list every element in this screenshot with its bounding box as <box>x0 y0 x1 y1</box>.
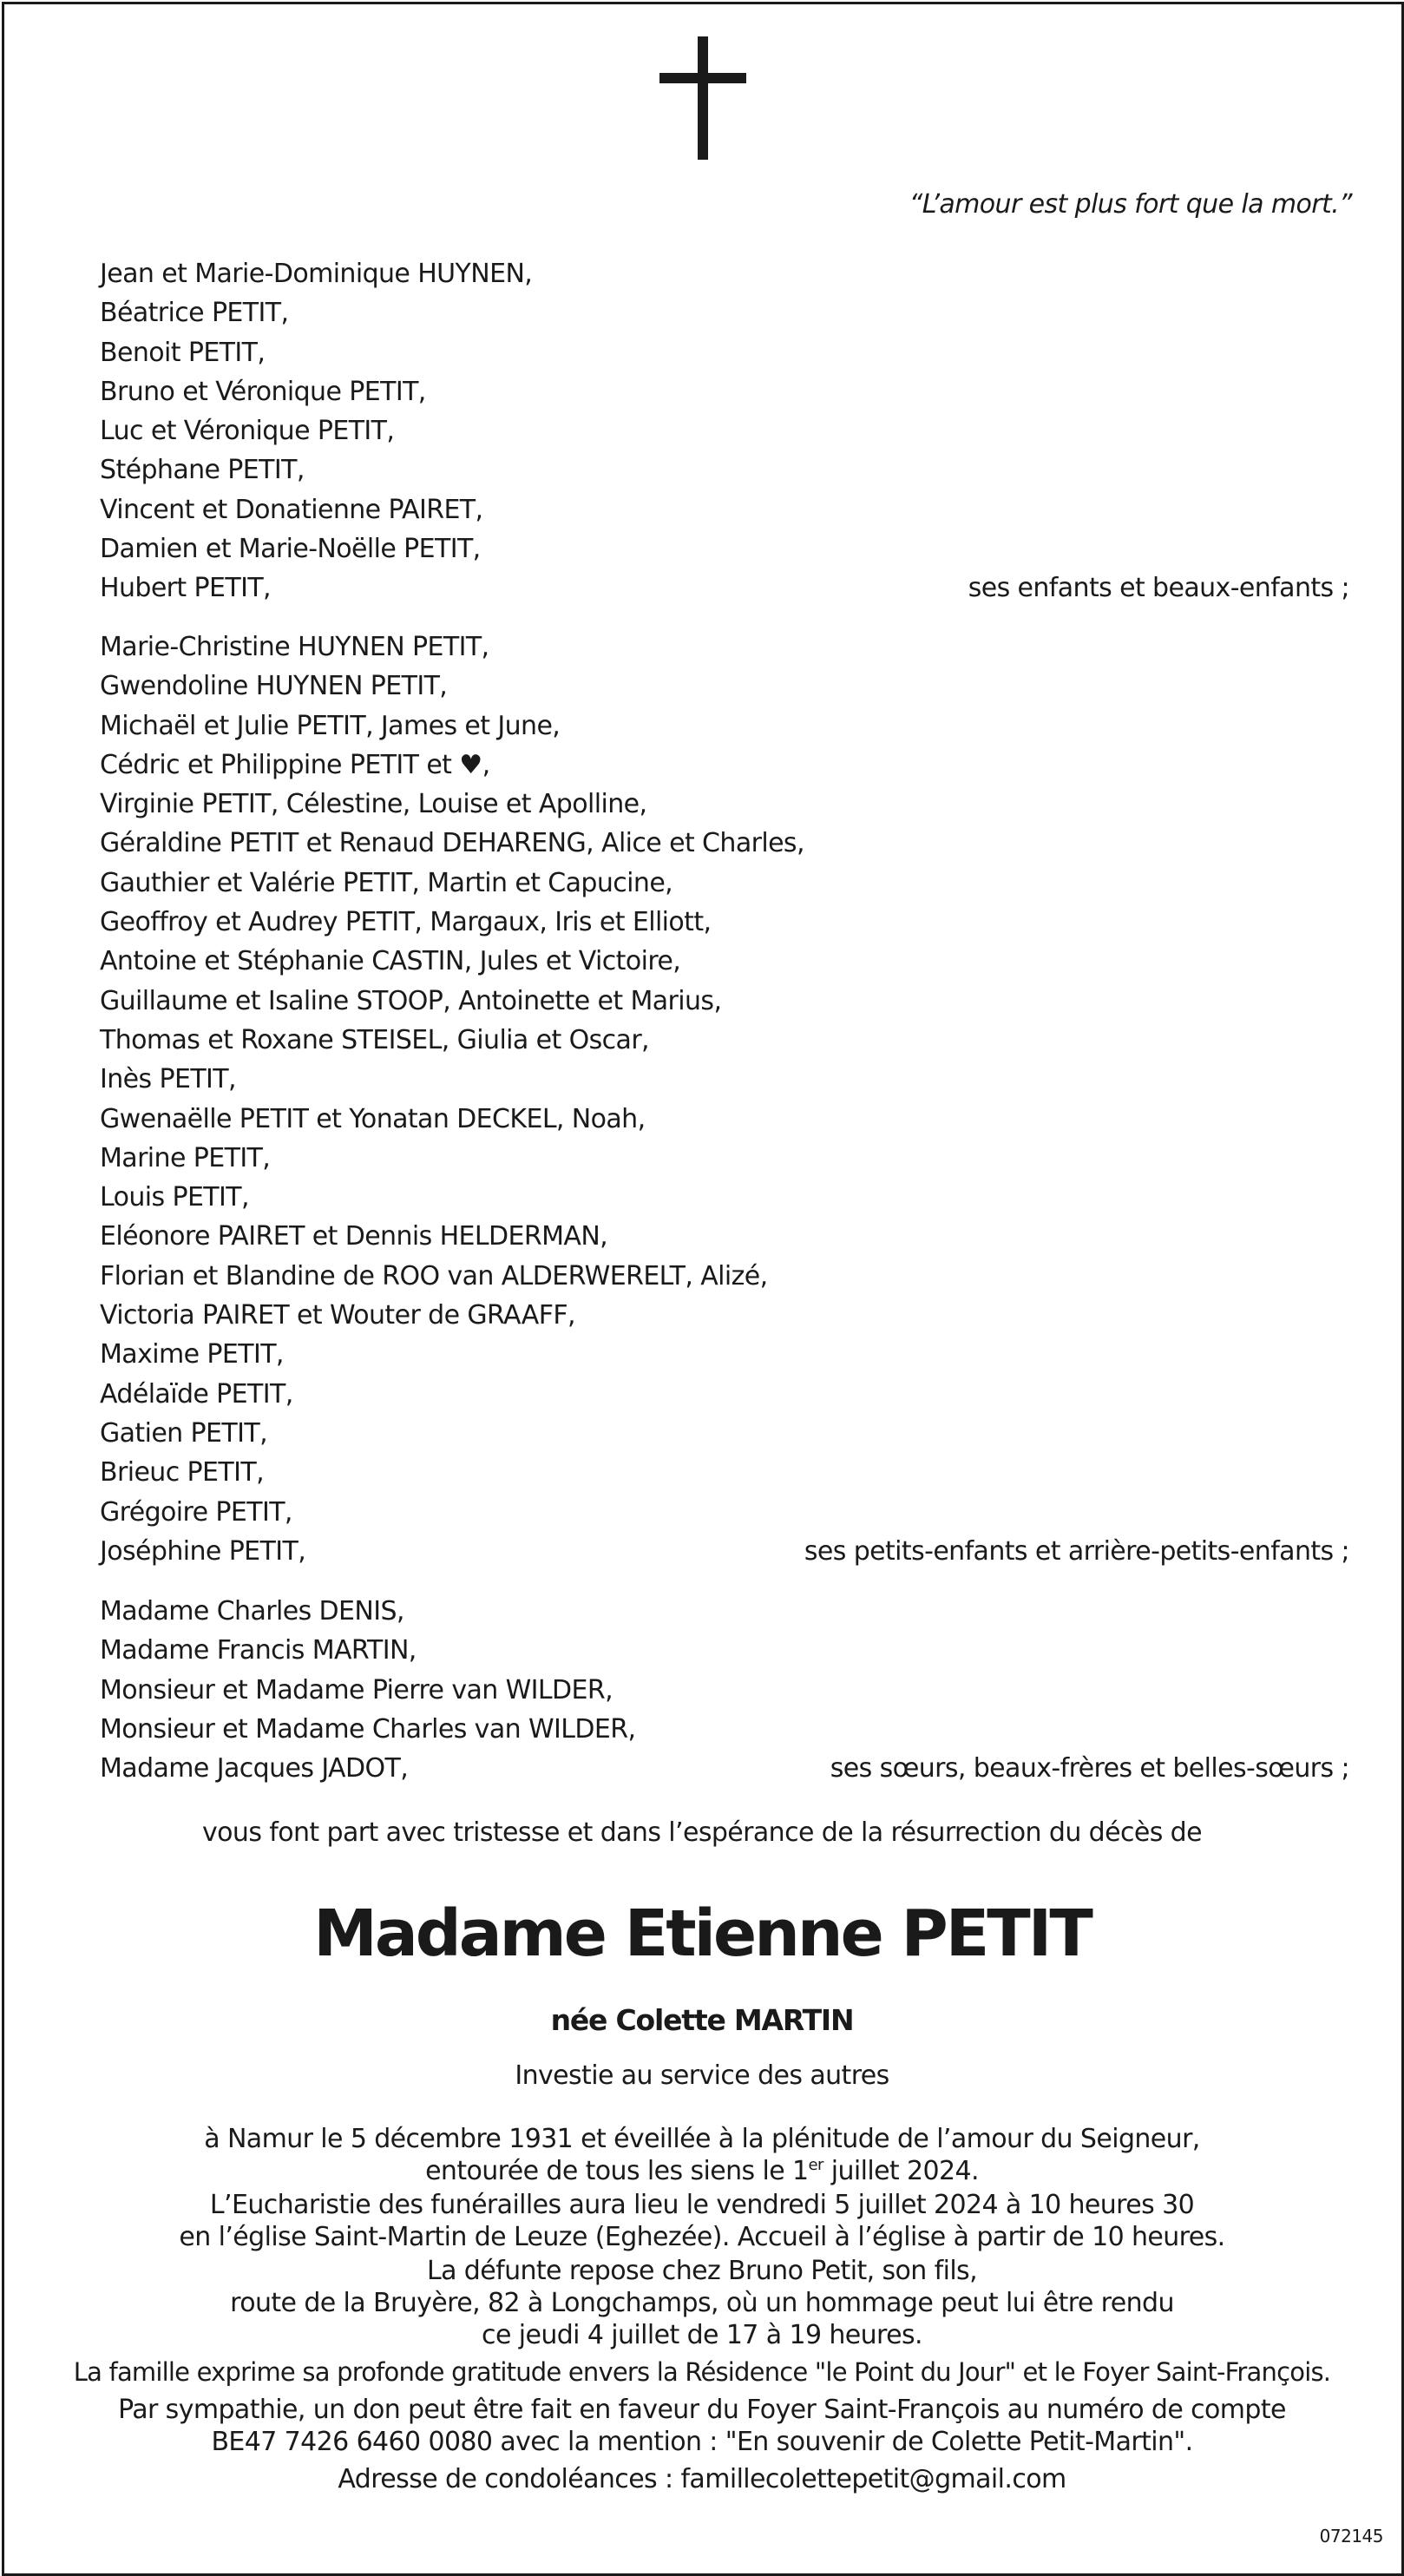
relation-label: ses sœurs, beaux-frères et belles-sœurs ; <box>830 1753 1349 1784</box>
family-name-row: Florian et Blandine de ROO van ALDERWERELT, Alizé, <box>100 1260 768 1291</box>
family-name-row: Adélaïde PETIT, <box>100 1378 293 1410</box>
family-name-row: Vincent et Donatienne PAIRET, <box>100 494 483 525</box>
deceased-name: Madame Etienne PETIT <box>313 1896 1091 1971</box>
family-name-row: Gauthier et Valérie PETIT, Martin et Capucine, <box>100 867 673 898</box>
reference-number: 072145 <box>1319 2526 1383 2546</box>
family-name-row: Damien et Marie-Noëlle PETIT, <box>100 534 481 565</box>
family-name-row: Monsieur et Madame Charles van WILDER, <box>100 1713 636 1745</box>
rest-line: ce jeudi 4 juillet de 17 à 19 heures. <box>482 2320 922 2350</box>
family-name-row: Monsieur et Madame Pierre van WILDER, <box>100 1674 613 1705</box>
relation-label: ses enfants et beaux-enfants ; <box>968 573 1349 604</box>
family-group-siblings <box>100 1592 1349 1788</box>
family-name-row: Joséphine PETIT, ses petits-enfants et arrière-petits-enfants ; <box>100 1532 1349 1571</box>
family-name-row: Stéphane PETIT, <box>100 455 305 486</box>
family-name-row: Gatien PETIT, <box>100 1417 268 1449</box>
family-name-row: Madame Francis MARTIN, <box>100 1635 417 1666</box>
family-name-row: Cédric et Philippine PETIT et ♥, <box>100 749 490 780</box>
rest-line: La défunte repose chez Bruno Petit, son fils, <box>426 2256 978 2286</box>
maiden-name: née Colette MARTIN <box>550 2003 854 2037</box>
family-name-row: Madame Jacques JADOT, ses sœurs, beaux-frères et belles-sœurs ; <box>100 1749 1349 1788</box>
family-name-row: Géraldine PETIT et Renaud DEHARENG, Alice et Charles, <box>100 828 804 859</box>
family-name-row: Maxime PETIT, <box>100 1339 284 1370</box>
family-name-row: Victoria PAIRET et Wouter de GRAAFF, <box>100 1300 575 1331</box>
family-name-row: Benoit PETIT, <box>100 337 266 368</box>
family-name-row: Guillaume et Isaline STOOP, Antoinette et Marius, <box>100 985 722 1016</box>
family-name-row: Grégoire PETIT, <box>100 1496 292 1528</box>
family-name-row: Madame Charles DENIS, <box>100 1596 404 1626</box>
family-name-row: Gwendoline HUYNEN PETIT, <box>100 671 448 702</box>
family-name-row: Bruno et Véronique PETIT, <box>100 376 426 407</box>
family-name-row: Virginie PETIT, Célestine, Louise et Apolline, <box>100 789 647 820</box>
donation-line: Par sympathie, un don peut être fait en faveur du Foyer Saint-François au numéro de compte <box>118 2395 1286 2425</box>
family-name-row: Jean et Marie-Dominique HUYNEN, <box>100 259 533 289</box>
family-name-row: Michaël et Julie PETIT, James et June, <box>100 710 561 741</box>
announcement-text: vous font part avec tristesse et dans l’espérance de la résurrection du décès de <box>202 1817 1202 1848</box>
family-name-row: Brieuc PETIT, <box>100 1457 265 1488</box>
funeral-details <box>0 2123 1404 2495</box>
family-name-row: Luc et Véronique PETIT, <box>100 416 395 447</box>
family-name-row: Béatrice PETIT, <box>100 298 289 329</box>
funeral-line: L’Eucharistie des funérailles aura lieu le vendredi 5 juillet 2024 à 10 heures 30 <box>209 2190 1195 2220</box>
death-line: entourée de tous les siens le 1er juillet 2024. <box>425 2156 979 2186</box>
family-group-grandchildren <box>100 628 1349 1571</box>
epigraph-quote: “L’amour est plus fort que la mort.” <box>909 189 1352 220</box>
family-name-row: Marie-Christine HUYNEN PETIT, <box>100 632 489 662</box>
funeral-line: en l’église Saint-Martin de Leuze (Eghezée). Accueil à l’église à partir de 10 heures. <box>179 2222 1225 2252</box>
family-name-row: Marine PETIT, <box>100 1142 271 1173</box>
family-name-row: Eléonore PAIRET et Dennis HELDERMAN, <box>100 1221 608 1252</box>
family-group-children <box>100 254 1349 608</box>
birth-line: à Namur le 5 décembre 1931 et éveillée à la plénitude de l’amour du Seigneur, <box>204 2124 1200 2154</box>
condolences-line: Adresse de condoléances : famillecolettepetit@gmail.com <box>338 2464 1066 2494</box>
family-name-row: Antoine et Stéphanie CASTIN, Jules et Victoire, <box>100 946 681 977</box>
family-name-row: Gwenaëlle PETIT et Yonatan DECKEL, Noah, <box>100 1103 646 1134</box>
family-name-row: Louis PETIT, <box>100 1182 249 1213</box>
relation-label: ses petits-enfants et arrière-petits-enfants ; <box>804 1535 1349 1567</box>
cross-icon <box>659 36 746 160</box>
family-name-row: Inès PETIT, <box>100 1064 236 1095</box>
family-name-row: Hubert PETIT, ses enfants et beaux-enfants ; <box>100 568 1349 608</box>
gratitude-line: La famille exprime sa profonde gratitude envers la Résidence "le Point du Jour" et le Foyer Saint-François. <box>73 2357 1331 2387</box>
donation-line: BE47 7426 6460 0080 avec la mention : "En souvenir de Colette Petit-Martin". <box>211 2427 1193 2457</box>
family-name-row: Geoffroy et Audrey PETIT, Margaux, Iris et Elliott, <box>100 907 712 938</box>
family-name-row: Thomas et Roxane STEISEL, Giulia et Oscar, <box>100 1024 649 1055</box>
rest-line: route de la Bruyère, 82 à Longchamps, où un hommage peut lui être rendu <box>230 2288 1174 2318</box>
tagline: Investie au service des autres <box>515 2060 889 2091</box>
